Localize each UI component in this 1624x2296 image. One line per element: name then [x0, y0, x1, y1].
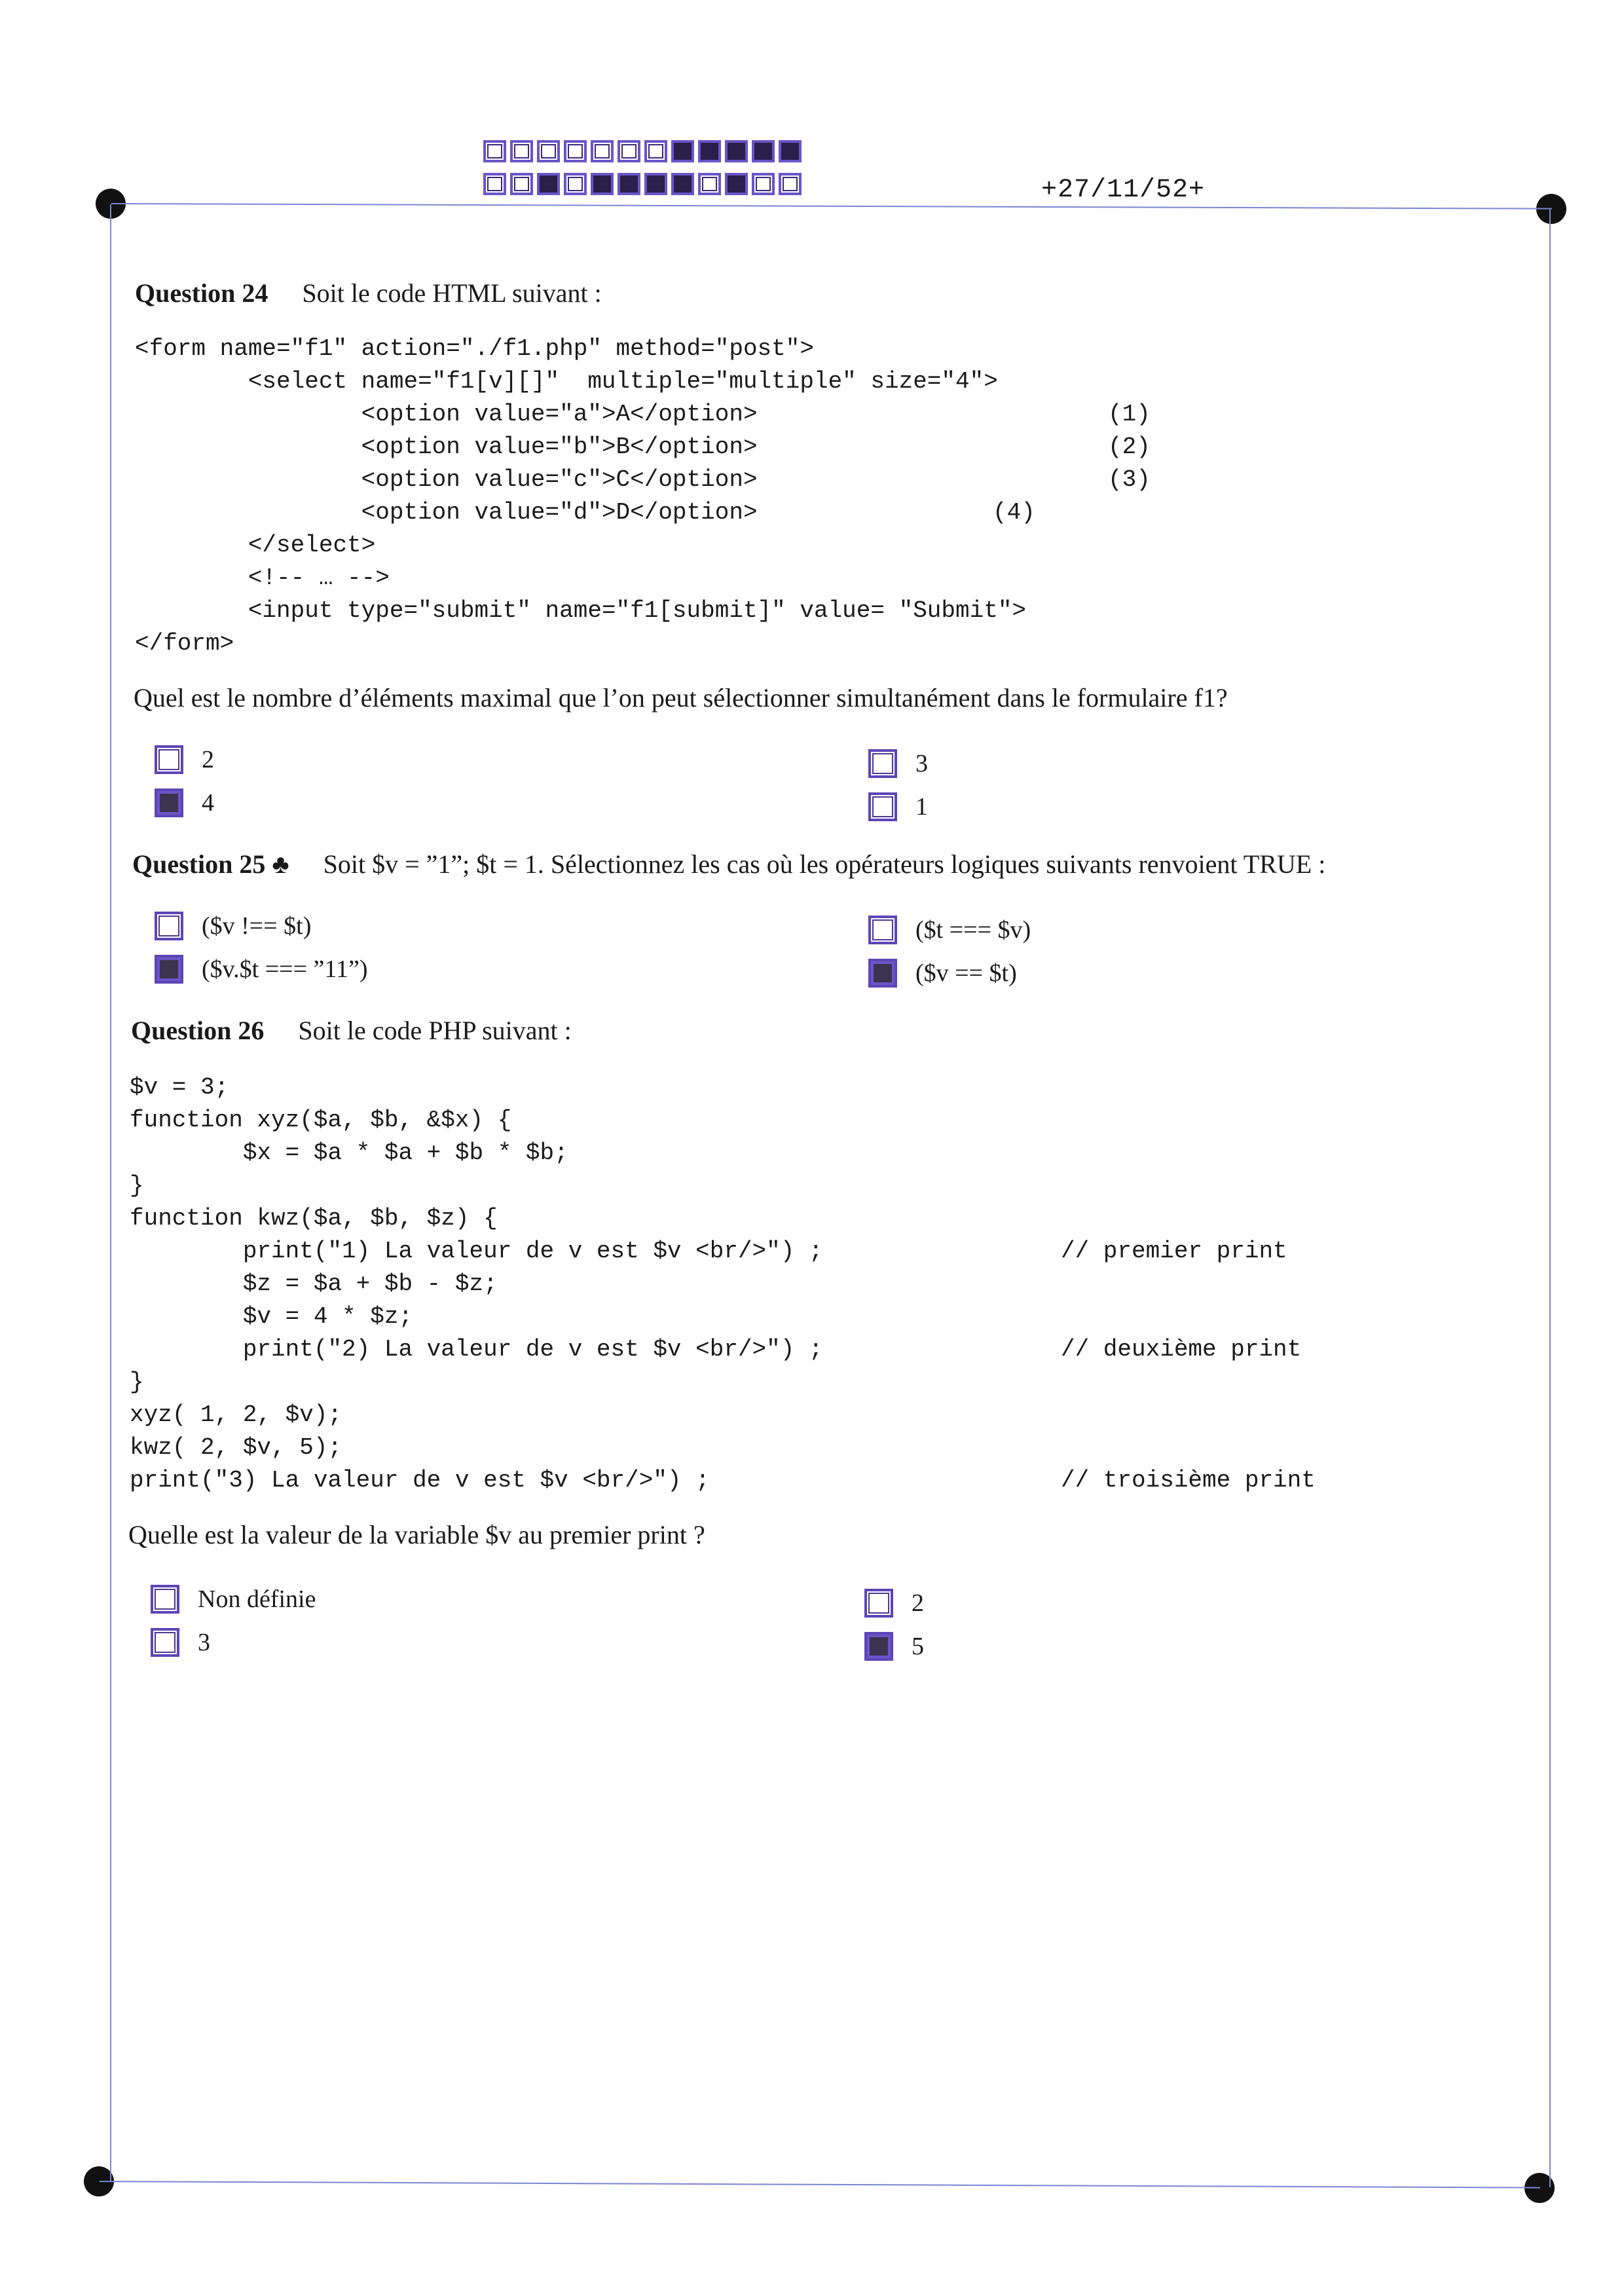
frame-left-line [110, 204, 111, 2182]
q24-code-marks [993, 333, 1151, 660]
code-line: $v = 4 * $z; [130, 1303, 413, 1330]
code-line-comment [1061, 1104, 1316, 1137]
checkbox[interactable] [868, 916, 897, 944]
q26-answer-2[interactable] [151, 1628, 210, 1657]
code-line: <option value="c">C</option> [135, 466, 758, 493]
q24-answer-1[interactable] [155, 745, 214, 774]
barcode-cell [510, 140, 533, 162]
checkbox[interactable] [155, 912, 183, 940]
frame-top-line [111, 203, 1552, 210]
code-line-comment: // premier print [1061, 1238, 1287, 1265]
answer-label: 4 [202, 789, 214, 817]
q25-text: Soit $v = ”1”; $t = 1. Sélectionnez les cas où les opérateurs logiques suivants renvoient TRUE : [323, 849, 1326, 879]
q26-answer-1[interactable] [151, 1585, 316, 1614]
answer-label: 3 [198, 1629, 210, 1656]
barcode-cell [698, 140, 721, 162]
code-line-mark [1108, 562, 1151, 595]
code-line-comment [1061, 1268, 1316, 1301]
q24-answer-2[interactable] [155, 788, 214, 817]
q26-answer-4[interactable] [864, 1632, 924, 1661]
code-line: $x = $a * $a + $b * $b; [130, 1139, 568, 1166]
answer-label: ($t === $v) [915, 916, 1031, 944]
barcode-cell [725, 140, 748, 162]
code-line: <option value="a">A</option> [135, 401, 758, 428]
q26-title [131, 1015, 572, 1046]
barcode-cell [483, 140, 506, 162]
code-line-comment [1061, 1202, 1316, 1235]
q26-prompt: Quelle est la valeur de la variable $v au premier print ? [128, 1520, 705, 1549]
q25-answer-1[interactable] [155, 912, 311, 940]
answer-label: ($v.$t === ”11”) [202, 955, 368, 983]
answer-label: Non définie [198, 1585, 316, 1613]
answer-label: 5 [912, 1633, 924, 1660]
code-line: </select> [135, 532, 376, 559]
code-line-mark: (2) [1108, 434, 1151, 460]
code-line: <form name="f1" action="./f1.php" method="post"> [135, 335, 814, 362]
barcode-cell [671, 173, 694, 195]
barcode-cell [698, 173, 721, 195]
code-line-comment [1061, 1432, 1316, 1464]
code-line-mark [1108, 365, 1151, 398]
code-line: print("1) La valeur de v est $v <br/>") ; [130, 1238, 823, 1265]
code-line-comment [1061, 1170, 1316, 1202]
code-line: print("2) La valeur de v est $v <br/>") ; [130, 1336, 823, 1363]
sheet-id: +27/11/52+ [1041, 176, 1206, 205]
code-line: <option value="b">B</option> [135, 434, 758, 460]
barcode-cell [591, 173, 614, 195]
code-line-comment [1061, 1366, 1316, 1399]
answer-label: ($v == $t) [915, 959, 1017, 987]
code-line-mark [1108, 333, 1151, 365]
q24-code-block [135, 333, 1026, 660]
answer-label: 2 [912, 1589, 924, 1617]
code-line: } [130, 1369, 144, 1396]
barcode-cell [510, 173, 533, 195]
q25-answer-2[interactable] [155, 955, 368, 984]
q25-number: Question 25 ♣ [132, 849, 289, 879]
code-line: function xyz($a, $b, &$x) { [130, 1107, 512, 1134]
code-line-comment: // deuxième print [1061, 1336, 1302, 1363]
code-line-comment [1061, 1137, 1316, 1170]
answer-label: 2 [202, 746, 214, 773]
code-line: <!-- … --> [135, 565, 390, 591]
code-line: function kwz($a, $b, $z) { [130, 1205, 498, 1232]
barcode-cell [752, 140, 775, 162]
barcode-row-1 [483, 140, 805, 162]
code-line-mark: (3) [1108, 466, 1151, 493]
checkbox[interactable] [155, 745, 183, 774]
barcode-cell [483, 173, 506, 195]
barcode-cell [779, 173, 802, 195]
code-line-mark [1108, 595, 1151, 627]
code-line-comment [1061, 1301, 1316, 1333]
code-line: $z = $a + $b - $z; [130, 1270, 498, 1297]
code-line-comment: // troisième print [1061, 1467, 1316, 1494]
code-line: <select name="f1[v][]" multiple="multiple" size="4"> [135, 368, 998, 395]
barcode-cell [644, 140, 667, 162]
q25-answer-3[interactable] [868, 916, 1031, 944]
q24-prompt: Quel est le nombre d’éléments maximal que l’on peut sélectionner simultanément dans le formulaire f1? [134, 683, 1228, 713]
code-line: xyz( 1, 2, $v); [130, 1401, 342, 1428]
barcode-cell [752, 173, 775, 195]
answer-label: 3 [915, 750, 928, 777]
q26-number: Question 26 [131, 1016, 265, 1045]
code-line-mark [1108, 627, 1151, 660]
frame-bottom-line [100, 2181, 1540, 2189]
code-line-mark [1108, 529, 1151, 562]
q26-code-block [130, 1071, 823, 1497]
barcode-cell [725, 173, 748, 195]
code-line-mark: (4) [993, 499, 1035, 526]
frame-right-line [1549, 210, 1551, 2187]
checkbox[interactable] [864, 1632, 893, 1661]
barcode-cell [779, 140, 802, 162]
q24-text: Soit le code HTML suivant : [302, 278, 602, 308]
barcode-cell [537, 173, 560, 195]
code-line-mark: (1) [1108, 401, 1151, 428]
barcode-cell [618, 140, 640, 162]
barcode-cell [591, 140, 614, 162]
q24-answer-4[interactable] [868, 792, 928, 821]
code-line-comment [1061, 1399, 1316, 1432]
code-line: <input type="submit" name="f1[submit]" value= "Submit"> [135, 597, 1027, 624]
checkbox[interactable] [864, 1589, 893, 1618]
code-line: kwz( 2, $v, 5); [130, 1434, 342, 1461]
checkbox[interactable] [868, 749, 897, 778]
barcode-row-2 [483, 173, 805, 195]
barcode-cell [644, 173, 667, 195]
answer-label: 1 [915, 793, 928, 821]
q25-answer-4[interactable] [868, 959, 1017, 988]
barcode-cell [564, 173, 587, 195]
q24-title [135, 278, 602, 308]
q24-answer-3[interactable] [868, 749, 928, 778]
answer-label: ($v !== $t) [202, 912, 312, 940]
code-line-comment [1061, 1071, 1316, 1104]
checkbox[interactable] [868, 959, 897, 988]
q25-title [132, 849, 1325, 880]
checkbox[interactable] [155, 788, 183, 817]
code-line: print("3) La valeur de v est $v <br/>") ; [130, 1467, 710, 1494]
code-line: } [130, 1172, 144, 1199]
q26-code-comments [1061, 1071, 1316, 1497]
checkbox[interactable] [155, 955, 183, 984]
code-line: </form> [135, 630, 234, 657]
code-line: <option value="d">D</option> [135, 499, 758, 526]
checkbox[interactable] [151, 1585, 179, 1614]
checkbox[interactable] [868, 792, 897, 821]
barcode-cell [618, 173, 640, 195]
q24-number: Question 24 [135, 278, 268, 308]
q26-answer-3[interactable] [864, 1589, 924, 1618]
code-line: $v = 3; [130, 1074, 229, 1101]
barcode-cell [564, 140, 587, 162]
barcode-cell [537, 140, 560, 162]
checkbox[interactable] [151, 1628, 179, 1657]
barcode-cell [671, 140, 694, 162]
q26-text: Soit le code PHP suivant : [298, 1016, 572, 1045]
